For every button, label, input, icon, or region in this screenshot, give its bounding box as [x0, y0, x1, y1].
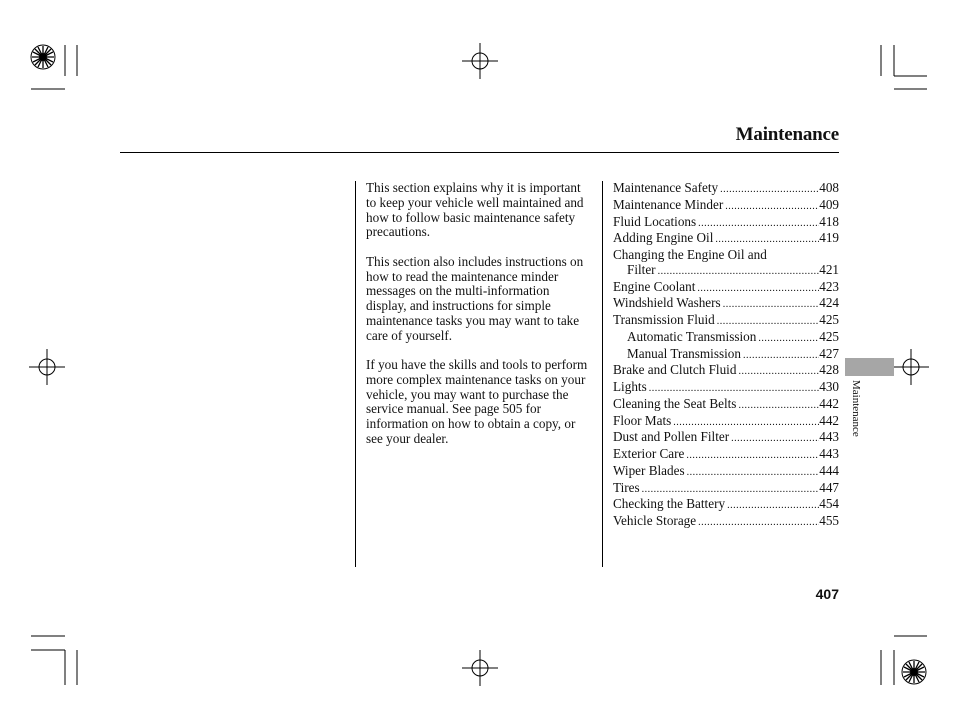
intro-text	[366, 181, 592, 461]
intro-paragraph: This section also includes instructions on how to read the maintenance minder messages on the multi-information display, and instructions for simple maintenance tasks you may want to take care of yourself.	[366, 253, 584, 343]
toc-entry[interactable]	[613, 181, 839, 198]
leader-dots	[736, 365, 819, 380]
leader-dots	[756, 332, 819, 347]
leader-dots	[715, 315, 819, 330]
toc-label: Transmission Fluid	[613, 312, 715, 327]
leader-dots	[723, 200, 819, 215]
toc-page: 443	[819, 429, 839, 445]
toc-page: 421	[819, 261, 839, 277]
toc-page: 424	[819, 295, 839, 311]
toc-label: Engine Coolant	[613, 278, 696, 294]
intro-paragraph: This section explains why it is important to keep your vehicle well maintained and how to follow basic maintenance safety precautions.	[366, 180, 584, 240]
leader-dots	[696, 516, 819, 531]
toc-entry[interactable]	[613, 280, 839, 297]
column-divider-right	[602, 181, 603, 567]
leader-dots	[671, 416, 819, 431]
toc-page: 408	[819, 180, 839, 195]
intro-paragraph: If you have the skills and tools to perform more complex maintenance tasks on your vehicle, you may want to purchase the service manual. See page 505 for information on how to obtain a copy, or see your dealer.	[366, 357, 588, 446]
page-title: Maintenance	[735, 124, 839, 145]
section-contents	[613, 181, 839, 531]
toc-entry[interactable]	[613, 447, 839, 464]
toc-entry[interactable]	[613, 296, 839, 313]
toc-page: 427	[819, 345, 839, 361]
sunburst-mark-bottom-right	[901, 659, 927, 685]
side-section-label: Maintenance	[850, 380, 862, 437]
leader-dots	[647, 382, 820, 397]
toc-label: Adding Engine Oil	[613, 230, 714, 246]
toc-page: 454	[819, 496, 839, 512]
toc-page: 425	[819, 312, 839, 327]
column-divider-left	[355, 181, 356, 567]
toc-entry[interactable]	[613, 464, 839, 481]
toc-label: Brake and Clutch Fluid	[613, 362, 737, 378]
toc-page: 428	[819, 362, 839, 378]
toc-page: 423	[819, 278, 839, 294]
leader-dots	[685, 466, 820, 481]
leader-dots	[741, 349, 819, 364]
page-number: 407	[815, 586, 839, 602]
toc-entry[interactable]	[613, 514, 839, 531]
toc-entry[interactable]	[613, 481, 839, 498]
toc-label: Windshield Washers	[613, 295, 721, 311]
toc-page: 425	[819, 328, 839, 344]
toc-entry[interactable]	[613, 313, 839, 330]
leader-dots	[640, 483, 820, 498]
toc-label: Maintenance Safety	[613, 180, 719, 195]
toc-page: 442	[819, 412, 839, 428]
leader-dots	[725, 499, 819, 514]
toc-page: 430	[819, 379, 839, 394]
toc-page: 442	[819, 395, 839, 411]
toc-entry[interactable]	[613, 380, 839, 397]
leader-dots	[656, 265, 820, 280]
toc-label: Filter	[627, 261, 656, 277]
toc-label: Exterior Care	[613, 446, 685, 461]
toc-label: Automatic Transmission	[627, 328, 757, 344]
toc-label: Fluid Locations	[613, 213, 697, 229]
toc-page: 418	[819, 213, 839, 229]
registration-mark-left	[29, 349, 65, 385]
registration-mark-top	[462, 43, 498, 79]
leader-dots	[718, 183, 819, 198]
toc-entry[interactable]	[613, 414, 839, 431]
toc-page: 455	[819, 513, 839, 528]
leader-dots	[684, 449, 819, 464]
toc-label: Manual Transmission	[627, 345, 741, 361]
leader-dots	[729, 432, 819, 447]
toc-label: Vehicle Storage	[613, 513, 697, 528]
toc-page: 409	[819, 196, 839, 212]
toc-label: Maintenance Minder	[613, 196, 724, 212]
toc-page: 419	[819, 230, 839, 246]
leader-dots	[696, 217, 819, 232]
toc-entry[interactable]	[613, 215, 839, 232]
title-rule	[120, 152, 839, 153]
toc-label: Cleaning the Seat Belts	[613, 395, 737, 411]
toc-entry[interactable]	[613, 231, 839, 248]
toc-entry-heading: Changing the Engine Oil and	[613, 247, 767, 262]
leader-dots	[713, 233, 819, 248]
toc-page: 444	[819, 462, 839, 478]
section-thumb-tab	[845, 358, 894, 376]
toc-label: Dust and Pollen Filter	[613, 429, 730, 445]
toc-label: Tires	[613, 479, 640, 495]
leader-dots	[695, 282, 819, 297]
toc-label: Checking the Battery	[613, 496, 726, 512]
toc-entry[interactable]	[613, 347, 839, 364]
registration-mark-bottom	[462, 650, 498, 686]
toc-entry[interactable]	[613, 198, 839, 215]
toc-entry[interactable]	[613, 497, 839, 514]
toc-page: 447	[819, 479, 839, 495]
leader-dots	[736, 399, 819, 414]
toc-label: Wiper Blades	[613, 462, 685, 478]
registration-mark-right	[893, 349, 929, 385]
toc-page: 443	[819, 446, 839, 461]
toc-entry[interactable]	[613, 363, 839, 380]
toc-entry[interactable]	[613, 430, 839, 447]
toc-entry[interactable]	[613, 263, 839, 280]
toc-label: Floor Mats	[613, 412, 672, 428]
toc-label: Lights	[613, 379, 647, 394]
toc-entry[interactable]	[613, 330, 839, 347]
leader-dots	[721, 298, 820, 313]
toc-entry[interactable]	[613, 397, 839, 414]
sunburst-mark-top-left	[30, 44, 56, 70]
